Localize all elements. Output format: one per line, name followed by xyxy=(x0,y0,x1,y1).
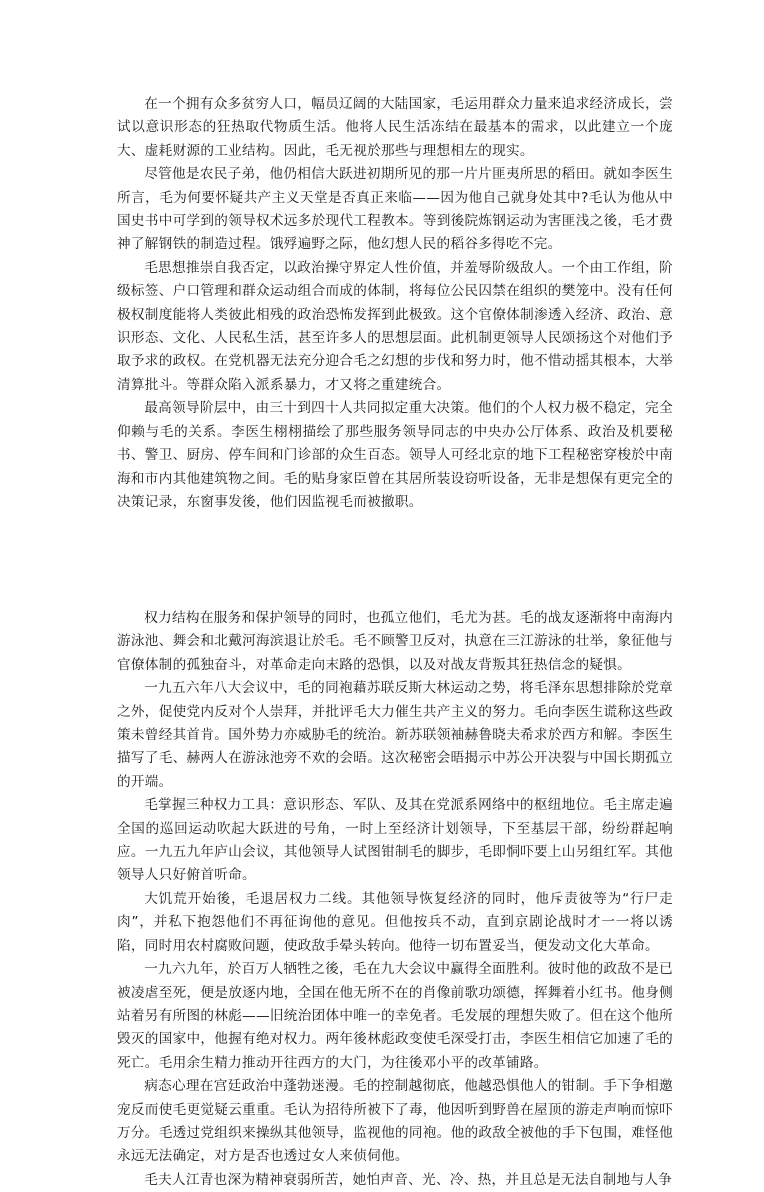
paragraph: 毛思想推崇自我否定，以政治操守界定人性价值，并羞辱阶级敌人。一个由工作组，阶级标签、户口管理和群众运动组合而成的体制，将每位公民囚禁在组织的樊笼中。没有任何极权制度能将人类彼此相残的政治恐怖发挥到此极致。这个官僚体制渗透入经济、政治、意识形态、文化、人民私生活，甚至许多人的思想层面。此机制更领导人民颂扬这个对他们予取予求的政权。在党机器无法充分迎合毛之幻想的步伐和努力时，他不惜动摇其根本，大举清算批斗。等群众陷入派系暴力，才又将之重建统合。 xyxy=(117,259,673,393)
text-section-upper xyxy=(117,93,673,514)
paragraph: 权力结构在服务和保护领导的同时，也孤立他们，毛尤为甚。毛的战友逐渐将中南海内游泳池、舞会和北戴河海滨退让於毛。毛不顾警卫反对，执意在三江游泳的壮举，象征他与官僚体制的孤独奋斗，对革命走向末路的恐惧，以及对战友背叛其狂热信念的疑惧。 xyxy=(117,610,673,673)
paragraph: 尽管他是农民子弟，他仍相信大跃进初期所见的那一片片匪夷所思的稻田。就如李医生所言，毛为何要怀疑共产主义天堂是否真正来临——因为他自己就身处其中?毛认为他从中国史书中可学到的领导权术远多於现代工程教本。等到後院炼钢运动为害匪浅之後，毛才费神了解钢铁的制造过程。饿殍遍野之际，他幻想人民的稻谷多得吃不完。 xyxy=(117,166,673,253)
text-section-lower xyxy=(117,607,673,1192)
paragraph: 毛夫人江青也深为精神衰弱所苦，她怕声音、光、冷、热，并且总是无法自制地与人争 xyxy=(144,1171,673,1188)
paragraph: 一九五六年八大会议中，毛的同袍藉苏联反斯大林运动之势，将毛泽东思想排除於党章之外，促使党内反对个人崇拜，并批评毛大力催生共产主义的努力。毛向李医生谎称这些政策未曾经其首肯。国外势力亦威胁毛的统治。新苏联领袖赫鲁晓夫希求於西方和解。李医生描写了毛、赫两人在游泳池旁不欢的会晤。这次秘密会晤揭示中苏公开决裂与中国长期孤立的开端。 xyxy=(117,680,673,790)
paragraph: 毛掌握三种权力工具：意识形态、军队、及其在党派系网络中的枢纽地位。毛主席走遍全国的巡回运动吹起大跃进的号角，一时上至经济计划领导，下至基层干部，纷纷群起响应。一九五九年庐山会议，其他领导人试图钳制毛的脚步，毛即恫吓要上山另组红军。其他领导人只好俯首听命。 xyxy=(117,797,673,884)
paragraph: 最高领导阶层中，由三十到四十人共同拟定重大决策。他们的个人权力极不稳定，完全仰赖与毛的关系。李医生栩栩描绘了那些服务领导同志的中央办公厅体系、政治及机要秘书、警卫、厨房、停车间和门诊部的众生百态。领导人可经北京的地下工程秘密穿梭於中南海和市内其他建筑物之间。毛的贴身家臣曾在其居所装设窃听设备，无非是想保有更完全的决策记录，东窗事发後，他们因监视毛而被撤职。 xyxy=(117,400,673,510)
paragraph: 在一个拥有众多贫穷人口，幅员辽阔的大陆国家，毛运用群众力量来追求经济成长，尝试以意识形态的狂热取代物质生活。他将人民生活冻结在最基本的需求，以此建立一个庞大、虚耗财源的工业结构。因此，毛无视於那些与理想相左的现实。 xyxy=(117,96,673,159)
paragraph: 一九六九年，於百万人牺牲之後，毛在九大会议中赢得全面胜利。彼时他的政敌不是已被凌虐至死，便是放逐内地，全国在他无所不在的肖像前歌功颂德，挥舞着小红书。他身侧站着另有所图的林彪——旧统治团体中唯一的幸免者。毛发展的理想失败了。但在这个他所毁灭的国家中，他握有绝对权力。两年後林彪政变使毛深受打击，李医生相信它加速了毛的死亡。毛用余生精力推动开往西方的大门，为往後邓小平的改革铺路。 xyxy=(117,961,673,1071)
paragraph: 大饥荒开始後，毛退居权力二线。其他领导恢复经济的同时，他斥责彼等为“行尸走肉”，并私下抱怨他们不再征询他的意见。但他按兵不动，直到京剧论战时才一一将以诱陷，同时用农村腐败问题，使政敌手晕头转向。他待一切布置妥当，便发动文化大革命。 xyxy=(117,890,673,954)
paragraph: 病态心理在宫廷政治中蓬勃迷漫。毛的控制越彻底，他越恐惧他人的钳制。手下争相邀宠反而使毛更觉疑云重重。毛认为招待所被下了毒，他因听到野兽在屋顶的游走声响而惊吓万分。毛透过党组织来操纵其他领导，监视他的同袍。他的政敌全被他的手下包围，难怪他永远无法确定，对方是否也透过女人来侦伺他。 xyxy=(117,1078,673,1165)
